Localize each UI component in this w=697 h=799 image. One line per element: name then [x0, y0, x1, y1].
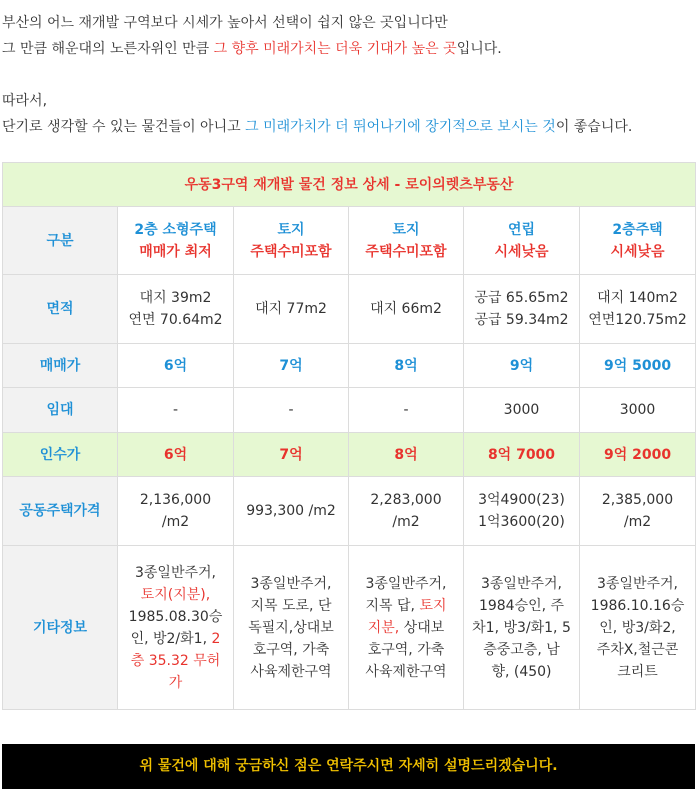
area-cell-4 [464, 275, 580, 344]
other-info-1-line-6: 가 [168, 674, 183, 691]
other-info-2-line-3: 독필지,상대보 [248, 619, 334, 636]
row-label-category: 구분 [3, 207, 118, 275]
table-title-row [3, 163, 696, 207]
official-price-cell-3-unit: /m2 [392, 514, 420, 530]
official-price-cell-2: 993,300 /m2 [234, 477, 349, 546]
other-info-cell-1 [118, 546, 234, 710]
other-info-5-line-5: 크리트 [617, 663, 658, 680]
intro-line-1 [2, 10, 695, 36]
area-cell-2: 대지 77m2 [234, 275, 349, 344]
intro-line-1-text: 부산의 어느 재개발 구역보다 시세가 높아서 선택이 쉽지 않은 곳입니다만 [2, 15, 448, 31]
table-row-other-info [3, 546, 696, 710]
other-info-3-line-2-text: 지목 답, [365, 597, 420, 614]
intro-line-3 [2, 88, 695, 114]
area-cell-1 [118, 275, 234, 344]
intro-highlight-blue: 그 미래가치가 더 뛰어나기에 장기적으로 보시는 것 [245, 119, 556, 135]
other-info-3-line-2 [353, 595, 459, 617]
header-col-5 [580, 207, 696, 275]
official-price-cell-5-value: 2,385,000 [601, 492, 674, 508]
official-price-cell-4-line-1: 3억4900(23) [478, 492, 565, 508]
acquisition-cell-3: 8억 [349, 433, 464, 477]
sale-price-cell-3: 8억 [349, 344, 464, 388]
intro-blank-line [2, 62, 695, 88]
other-info-2-line-2: 지목 도로, 단 [250, 597, 332, 614]
table-header-row [3, 207, 696, 275]
other-info-cell-5 [580, 546, 696, 710]
other-info-3-line-4: 호구역, 가축 [367, 641, 445, 658]
acquisition-cell-4: 8억 7000 [464, 433, 580, 477]
other-info-4-line-3: 차1, 방3/화1, 5 [472, 619, 571, 636]
other-info-3-line-2-red: 토지 [419, 597, 447, 614]
sale-price-cell-5: 9억 5000 [580, 344, 696, 388]
other-info-1-line-2: 토지(지분), [140, 586, 211, 603]
area-cell-5-land: 대지 140m2 [597, 290, 678, 306]
row-label-acquisition: 인수가 [3, 433, 118, 477]
other-info-1-line-3: 1985.08.30승 [128, 608, 223, 625]
other-info-4-line-4: 층중고층, 남 [483, 641, 560, 658]
other-info-2-line-5: 사육제한구역 [250, 663, 332, 680]
other-info-1-line-5: 층 35.32 무허 [130, 652, 221, 669]
other-info-3-line-1: 3종일반주거, [365, 575, 447, 592]
intro-line-4-text: 단기로 생각할 수 있는 물건들이 아니고 [2, 119, 246, 135]
official-price-cell-1-value: 2,136,000 [139, 492, 212, 508]
header-col-3-type: 토지 [392, 221, 420, 238]
other-info-4-line-1: 3종일반주거, [481, 575, 562, 592]
table-row-acquisition [3, 433, 696, 477]
other-info-cell-4 [464, 546, 580, 710]
lease-cell-4: 3000 [464, 388, 580, 433]
header-col-1-note: 매매가 최저 [139, 243, 212, 260]
header-col-3-note: 주택수미포함 [365, 243, 447, 260]
intro-line-4-end: 이 좋습니다. [555, 119, 633, 135]
header-col-2-note: 주택수미포함 [250, 243, 332, 260]
intro-line-2-end: 입니다. [456, 41, 502, 57]
other-info-5-line-3: 인, 방3/화2, [599, 619, 676, 636]
lease-cell-3: - [349, 388, 464, 433]
sale-price-cell-2: 7억 [234, 344, 349, 388]
intro-line-2-text: 그 만큼 해운대의 노른자위인 만큼 [2, 41, 214, 57]
header-col-4-type: 연립 [507, 221, 536, 238]
other-info-1-line-1: 3종일반주거, [135, 564, 216, 581]
acquisition-cell-2: 7억 [234, 433, 349, 477]
area-cell-5 [580, 275, 696, 344]
official-price-cell-1 [118, 477, 234, 546]
acquisition-cell-5: 9억 2000 [580, 433, 696, 477]
intro-highlight-red: 그 향후 미래가치는 더욱 기대가 높은 곳 [213, 41, 457, 57]
official-price-cell-1-unit: /m2 [161, 514, 190, 530]
other-info-3-line-3-red: 지분, [367, 619, 400, 636]
header-col-3 [349, 207, 464, 275]
intro-line-4 [2, 114, 695, 140]
intro-line-3-text: 따라서, [2, 93, 48, 109]
sale-price-cell-1: 6억 [118, 344, 234, 388]
table-row-official-price [3, 477, 696, 546]
header-col-5-note: 시세낮음 [610, 243, 665, 260]
area-cell-4-line-1: 공급 65.65m2 [474, 290, 569, 306]
other-info-cell-2 [234, 546, 349, 710]
intro-text [2, 10, 695, 140]
official-price-cell-5-unit: /m2 [623, 514, 652, 530]
header-col-1-type: 2층 소형주택 [134, 221, 217, 238]
official-price-cell-4-line-2: 1억3600(20) [478, 514, 565, 530]
row-label-area: 면적 [3, 275, 118, 344]
area-cell-5-floor: 연면120.75m2 [588, 312, 687, 328]
table-row-area [3, 275, 696, 344]
official-price-cell-4 [464, 477, 580, 546]
area-cell-3: 대지 66m2 [349, 275, 464, 344]
other-info-cell-3 [349, 546, 464, 710]
area-cell-1-floor: 연면 70.64m2 [128, 312, 223, 328]
row-label-other-info: 기타정보 [3, 546, 118, 710]
official-price-cell-5 [580, 477, 696, 546]
lease-cell-5: 3000 [580, 388, 696, 433]
header-col-2-type: 토지 [277, 221, 305, 238]
header-col-4-note: 시세낮음 [494, 243, 549, 260]
other-info-3-line-3 [353, 617, 459, 639]
header-col-4 [464, 207, 580, 275]
other-info-3-line-3-text: 상대보 [399, 619, 445, 636]
official-price-cell-3-value: 2,283,000 [370, 492, 442, 508]
contact-banner-text: 위 물건에 대해 궁금하신 점은 연락주시면 자세히 설명드리겠습니다. [139, 758, 558, 774]
property-info-table [2, 162, 696, 710]
row-label-lease: 임대 [3, 388, 118, 433]
row-label-sale-price: 매매가 [3, 344, 118, 388]
other-info-3-line-5: 사육제한구역 [365, 663, 447, 680]
header-col-5-type: 2층주택 [612, 221, 663, 238]
other-info-4-line-5: 향, (450) [491, 663, 552, 680]
other-info-2-line-4: 호구역, 가축 [252, 641, 330, 658]
sale-price-cell-4: 9억 [464, 344, 580, 388]
intro-line-2 [2, 36, 695, 62]
lease-cell-1: - [118, 388, 234, 433]
acquisition-cell-1: 6억 [118, 433, 234, 477]
row-label-official-price: 공동주택가격 [3, 477, 118, 546]
lease-cell-2: - [234, 388, 349, 433]
contact-banner [2, 744, 695, 789]
other-info-1-line-4 [122, 628, 229, 650]
other-info-5-line-1: 3종일반주거, [597, 575, 678, 592]
other-info-2-line-1: 3종일반주거, [250, 575, 332, 592]
other-info-1-line-4-red: 2 [211, 630, 221, 647]
table-title: 우동3구역 재개발 물건 정보 상세 - 로이의렛츠부동산 [3, 163, 696, 207]
other-info-5-line-2: 1986.10.16승 [590, 597, 685, 614]
table-row-sale-price [3, 344, 696, 388]
header-col-2 [234, 207, 349, 275]
other-info-5-line-4: 주차X,철근콘 [596, 641, 679, 658]
other-info-1-line-4-text: 인, 방2/화1, [130, 630, 212, 647]
area-cell-4-line-2: 공급 59.34m2 [474, 312, 569, 328]
header-col-1 [118, 207, 234, 275]
area-cell-1-land: 대지 39m2 [139, 290, 212, 306]
official-price-cell-3 [349, 477, 464, 546]
table-row-lease [3, 388, 696, 433]
other-info-4-line-2: 1984승인, 주 [478, 597, 565, 614]
